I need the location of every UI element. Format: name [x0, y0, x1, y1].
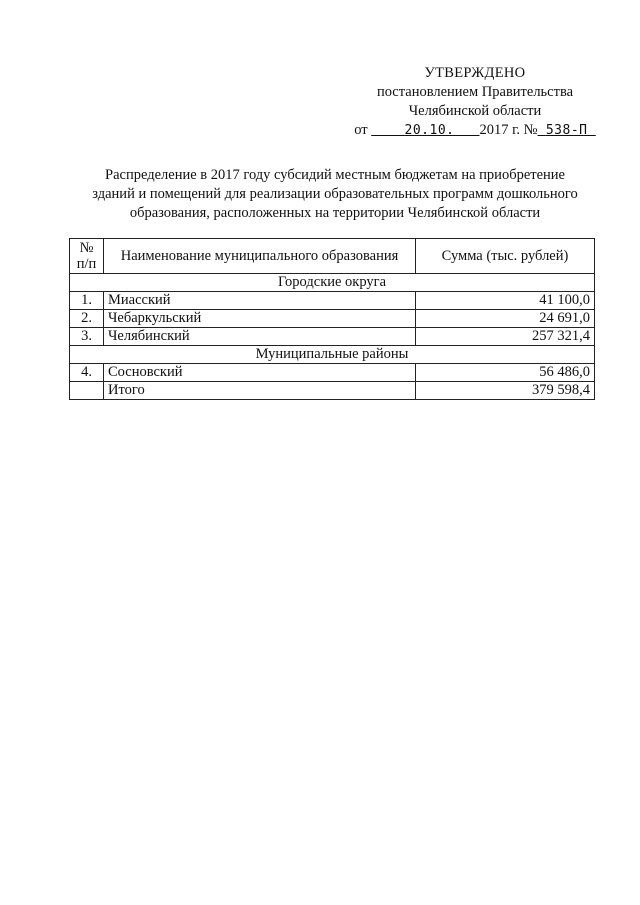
subsidy-table	[69, 238, 595, 400]
row-num: 1.	[70, 292, 104, 310]
section-title: Муниципальные районы	[70, 346, 595, 364]
row-name: Чебаркульский	[104, 310, 416, 328]
row-num: 2.	[70, 310, 104, 328]
approval-date-line	[330, 121, 620, 140]
total-label: Итого	[104, 382, 416, 400]
row-name: Миасский	[104, 292, 416, 310]
table-row	[70, 364, 595, 382]
header-num: № п/п	[70, 239, 104, 274]
title-line-2: зданий и помещений для реализации образовательных программ дошкольного	[92, 186, 578, 202]
table-row	[70, 292, 595, 310]
approval-date: 20.10.	[404, 123, 455, 138]
title-line-3: образования, расположенных на территории Челябинской области	[129, 205, 541, 221]
document-title	[70, 166, 600, 223]
approval-number: 538-П	[545, 123, 588, 138]
row-num: 3.	[70, 328, 104, 346]
approval-line-region: Челябинской области	[408, 103, 542, 119]
row-sum: 257 321,4	[416, 328, 595, 346]
row-sum: 41 100,0	[416, 292, 595, 310]
row-sum: 56 486,0	[416, 364, 595, 382]
section-row-city-districts	[70, 274, 595, 292]
total-sum: 379 598,4	[416, 382, 595, 400]
header-name: Наименование муниципального образования	[104, 239, 416, 274]
total-row	[70, 382, 595, 400]
table-header-row	[70, 239, 595, 274]
table-row	[70, 328, 595, 346]
row-name: Челябинский	[104, 328, 416, 346]
number-sign: №	[523, 122, 538, 138]
approval-line-government: постановлением Правительства	[376, 84, 574, 100]
row-sum: 24 691,0	[416, 310, 595, 328]
from-label: от	[354, 122, 368, 138]
header-sum: Сумма (тыс. рублей)	[416, 239, 595, 274]
section-title: Городские округа	[70, 274, 595, 292]
approved-heading: УТВЕРЖДЕНО	[424, 65, 526, 81]
approval-year: 2017 г.	[479, 122, 521, 138]
table-row	[70, 310, 595, 328]
approval-block	[330, 64, 620, 140]
section-row-municipal-districts	[70, 346, 595, 364]
row-num: 4.	[70, 364, 104, 382]
total-num	[70, 382, 104, 400]
title-line-1: Распределение в 2017 году субсидий местным бюджетам на приобретение	[105, 167, 565, 183]
row-name: Сосновский	[104, 364, 416, 382]
